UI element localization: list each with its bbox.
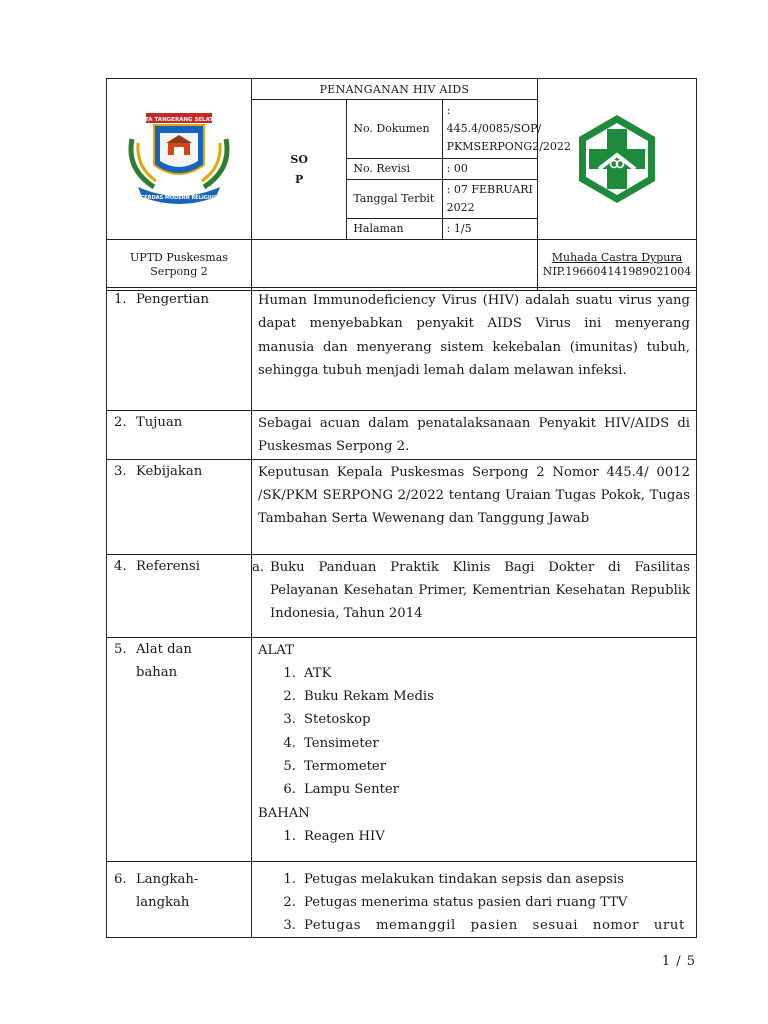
langkah-list (258, 868, 690, 938)
logo-banner-text: KOTA TANGERANG SELATAN (136, 117, 222, 123)
sop-label (252, 100, 347, 240)
signature-cell (538, 240, 697, 291)
section-label: Tujuan (136, 415, 183, 430)
halaman-value: : 1/5 (442, 219, 537, 240)
section-number: 4. (114, 558, 127, 574)
signer-nip: NIP.196604141989021004 (542, 265, 692, 278)
section-label-line1: Langkah- (136, 871, 199, 887)
referensi-marker: a. (252, 559, 265, 575)
section-label-line2: langkah (136, 894, 190, 910)
uptd-cell (107, 240, 252, 291)
kebijakan-text: Keputusan Kepala Puskesmas Serpong 2 Nomor 445.4/ 0012 /SK/PKM SERPONG 2/2022 tentang Uraian Tugas Pokok, Tugas Tambahan Serta Wewenang dan Tanggung Jawab (252, 459, 697, 554)
no-revisi-label: No. Revisi (347, 159, 442, 180)
page-number: 1 / 5 (661, 954, 696, 969)
list-item: 2. Buku Rekam Medis (283, 689, 434, 705)
list-item: 1. ATK (283, 665, 332, 681)
section-referensi (107, 554, 697, 637)
section-tujuan (107, 411, 697, 460)
puskesmas-logo-icon (538, 111, 696, 207)
referensi-text: Buku Panduan Praktik Klinis Bagi Dokter di Fasilitas Pelayanan Kesehatan Primer, Kementrian Kesehatan Republik Indonesia, Tahun 2014 (270, 559, 690, 622)
section-number: 3. (114, 463, 127, 479)
list-item: 6. Lampu Senter (283, 782, 399, 798)
halaman-label: Halaman (347, 219, 442, 240)
document-title: PENANGANAN HIV AIDS (252, 79, 538, 100)
list-item: 1. Petugas melakukan tindakan sepsis dan asepsis (283, 871, 624, 887)
sop-header-table (106, 78, 697, 291)
section-label-line2: bahan (136, 664, 178, 680)
signer-name: Muhada Castra Dypura (551, 251, 683, 264)
sop-label-line1: SO (290, 152, 308, 166)
uptd-line2: Serpong 2 (150, 265, 208, 278)
bahan-list (258, 825, 690, 848)
list-item: 1. Reagen HIV (283, 828, 385, 844)
empty-middle-cell (252, 240, 538, 291)
section-label: Pengertian (136, 292, 210, 307)
list-item: 4. Tensimeter (283, 735, 379, 751)
alat-list (258, 662, 690, 802)
section-alat-bahan (107, 637, 697, 861)
uptd-line1: UPTD Puskesmas (130, 251, 228, 264)
section-label: Referensi (136, 558, 201, 574)
logo-motto-text: CERDAS MODERN RELIGIUS (140, 195, 218, 201)
no-revisi-value: : 00 (442, 159, 537, 180)
tujuan-text: Sebagai acuan dalam penatalaksanaan Penyakit HIV/AIDS di Puskesmas Serpong 2. (252, 411, 697, 460)
bahan-heading: BAHAN (258, 805, 310, 821)
section-label-line1: Alat dan (136, 641, 192, 657)
pengertian-text: Human Immunodeficiency Virus (HIV) adalah suatu virus yang dapat menyebabkan penyakit AIDS Virus ini menyerang manusia dan menyerang sistem kekebalan (imunitas) tubuh, sehingga tubuh menjadi lemah dalam melawan infeksi. (252, 288, 697, 411)
sop-label-line2: P (295, 172, 304, 186)
referensi-item (252, 556, 690, 626)
section-langkah (107, 861, 697, 938)
right-logo-cell (538, 79, 697, 240)
alat-heading: ALAT (258, 642, 294, 658)
section-number: 6. (114, 871, 127, 887)
tanggal-terbit-label: Tanggal Terbit (347, 180, 442, 219)
list-item: 5. Termometer (283, 759, 387, 775)
section-label: Kebijakan (136, 463, 203, 479)
section-pengertian (107, 288, 697, 411)
section-number: 2. (114, 415, 127, 430)
list-item: 3. Stetoskop (283, 712, 371, 728)
list-item: 3. Petugas memanggil pasien sesuai nomor urut (283, 918, 685, 934)
section-number: 1. (114, 292, 127, 307)
section-number: 5. (114, 641, 127, 657)
tangerang-selatan-logo-icon (107, 109, 251, 209)
no-dokumen-value: : 445.4/0085/SOP/ PKMSERPONG2/2022 (442, 100, 537, 159)
sop-content-table (106, 287, 697, 938)
left-logo-cell (107, 79, 252, 240)
list-item: 2. Petugas menerima status pasien dari ruang TTV (283, 894, 628, 910)
no-dokumen-label: No. Dokumen (347, 100, 442, 159)
tanggal-terbit-value: : 07 FEBRUARI 2022 (442, 180, 537, 219)
section-kebijakan (107, 459, 697, 554)
